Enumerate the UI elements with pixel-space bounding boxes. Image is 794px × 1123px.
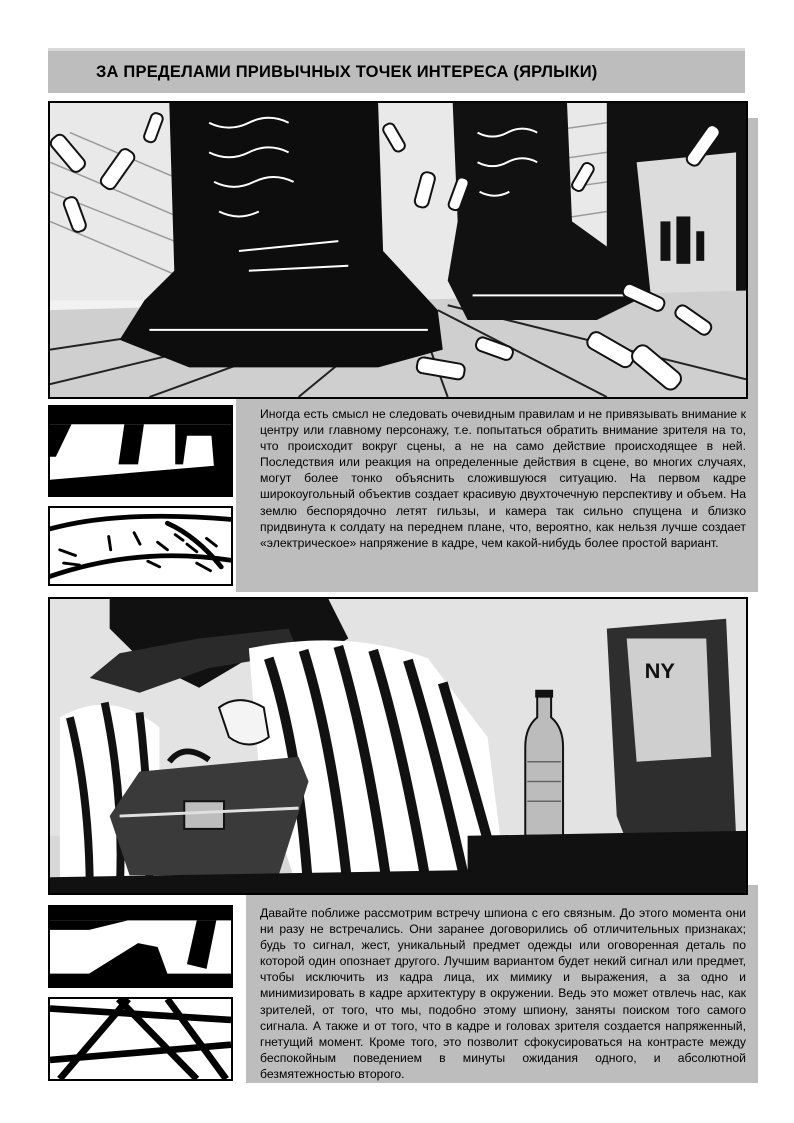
thumbnail-lines-sketch [48,997,233,1081]
spy-panel [48,597,748,895]
thumbnail-composition-sketch [48,905,233,988]
header-bar [48,48,745,93]
thumbnail-blocking-sketch [48,405,233,497]
section2-body-text: Давайте поближе рассмотрим встречу шпиона с его связным. До этого момента они ни разу не встречались. Они заранее договорились об отличительных признаках; будь то сигнал, жест, уникальный предмет одежды или оговоренная деталь по которой один опознает другого. Лучшим вариантом будет некий сигнал или предмет, чтобы исключить из кадра лица, их мимику и выражения, а за одно и минимизировать в кадре архитектуру в окружении. Ведь это может отвлечь нас, как зрителей, от того, что мы, подобно этому шпиону, заняты поиском того самого сигнала. А также и от того, что в кадре и головах зрителя создается напряженный, гнетущий момент. Кроме того, это позволит сфокусироваться на контрасте между беспокойным поведением в минуты ожидания одного, и абсолютной безмятежностью второго. [260,906,746,1081]
shirt-logo: NY [644,658,675,683]
page-title: ЗА ПРЕДЕЛАМИ ПРИВЫЧНЫХ ТОЧЕК ИНТЕРЕСА (ЯРЛЫКИ) [96,63,598,81]
boots-panel [48,101,748,399]
section1-body-text: Иногда есть смысл не следовать очевидным правилам и не привязывать внимание к центру или главному персонажу, т.е. попытаться обратить внимание зрителя на то, что происходит вокруг сцены, а не на само действие происходящее в ней. Последствия или реакция на определенные действия в сцене, во многих случаях, могут более тонко объяснить сложившуюся ситуацию. На первом кадре широкоугольный объектив создает красивую двухточечную перспективу и объем. На землю беспорядочно летят гильзы, и камера так сильно спущена и близко придвинута к солдату на переднем плане, что, вероятно, как нельзя лучше создает «электрическое» напряжение в кадре, чем какой-нибудь более простой вариант. [260,407,746,550]
spy-meeting-illustration [50,599,746,893]
thumbnail-perspective-sketch [48,506,233,586]
boots-illustration [50,103,746,397]
